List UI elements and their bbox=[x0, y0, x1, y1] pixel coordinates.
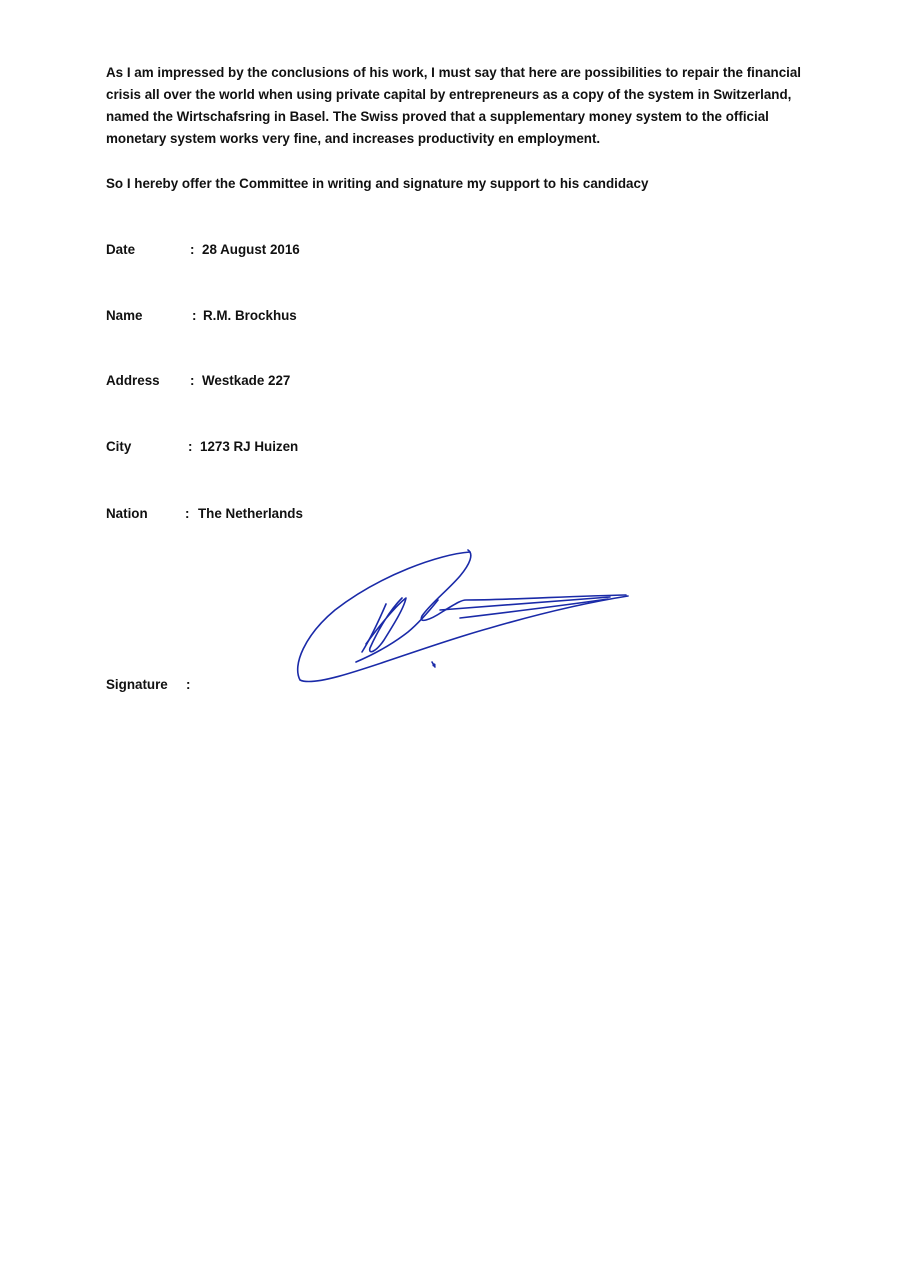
signature-stroke bbox=[356, 600, 438, 662]
nation-value: The Netherlands bbox=[198, 506, 303, 521]
signature-label: Signature bbox=[106, 677, 168, 692]
date-separator: : bbox=[190, 242, 195, 257]
address-separator: : bbox=[190, 373, 195, 388]
address-label: Address bbox=[106, 373, 160, 388]
signature-stroke bbox=[362, 604, 386, 652]
signature-separator: : bbox=[186, 677, 191, 692]
nation-separator: : bbox=[185, 506, 190, 521]
handwritten-signature bbox=[290, 540, 635, 690]
name-separator: : bbox=[192, 308, 197, 323]
signature-stroke bbox=[366, 598, 406, 652]
signature-dot bbox=[432, 663, 435, 666]
city-value: 1273 RJ Huizen bbox=[200, 439, 299, 454]
name-value: R.M. Brockhus bbox=[203, 308, 297, 323]
body-paragraph-1: As I am impressed by the conclusions of his work, I must say that here are possibilities to repair the financial crisis all over the world when using private capital by entrepreneurs as a copy of the system in Switzerland, named the Wirtschafsring in Basel. The Swiss proved that a supplementary money system to the official monetary system works very fine, and increases productivity en employment. bbox=[106, 65, 802, 146]
city-separator: : bbox=[188, 439, 193, 454]
date-value: 28 August 2016 bbox=[202, 242, 300, 257]
name-label: Name bbox=[106, 308, 143, 323]
address-value: Westkade 227 bbox=[202, 373, 291, 388]
body-paragraph-2: So I hereby offer the Committee in writing and signature my support to his candidacy bbox=[106, 176, 649, 191]
date-label: Date bbox=[106, 242, 136, 257]
nation-label: Nation bbox=[106, 506, 148, 521]
city-label: City bbox=[106, 439, 132, 454]
